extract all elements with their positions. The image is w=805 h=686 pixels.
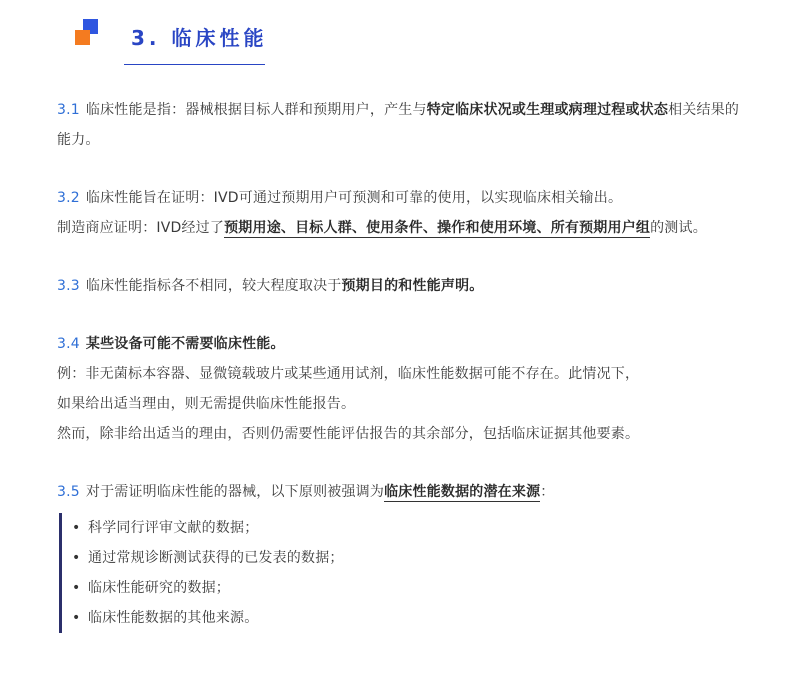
paragraph-text: 临床性能指标各不相同，较大程度取决于 (85, 278, 342, 294)
bullet-icon: • (72, 610, 81, 626)
paragraph-3-5 (57, 477, 747, 507)
section-logo-icon (74, 18, 100, 48)
title-underline (124, 64, 265, 65)
paragraph-bold-text: 预期目的和性能声明。 (341, 278, 484, 294)
list-item-text: 通过常规诊断测试获得的已发表的数据； (88, 550, 344, 566)
paragraph-number: 3.3 (57, 278, 80, 294)
paragraph-text: 临床性能是指：器械根据目标人群和预期用户，产生与 (85, 102, 427, 118)
list-item (72, 543, 747, 573)
paragraph-3-3 (57, 271, 747, 301)
paragraph-number: 3.2 (57, 190, 80, 206)
bullet-icon: • (72, 520, 81, 536)
paragraph-text: ： (540, 484, 555, 500)
paragraph-bold-text: 某些设备可能不需要临床性能。 (85, 336, 285, 352)
list-item-text: 科学同行评审文献的数据； (88, 520, 259, 536)
paragraph-underlined-bold-text: 预期用途、目标人群、使用条件、操作和使用环境、所有预期用户组 (224, 220, 651, 236)
bullet-icon: • (72, 550, 81, 566)
paragraph-3-4 (57, 329, 747, 449)
paragraph-3-2 (57, 183, 747, 243)
list-item (72, 573, 747, 603)
list-item-text: 临床性能研究的数据； (88, 580, 230, 596)
paragraph-text: 然而，除非给出适当的理由，否则仍需要性能评估报告的其余部分，包括临床证据其他要素。 (57, 426, 640, 442)
list-item (72, 513, 747, 543)
paragraph-text: 临床性能旨在证明：IVD可通过预期用户可预测和可靠的使用，以实现临床相关输出。 (85, 190, 623, 206)
list-item-text: 临床性能数据的其他来源。 (88, 610, 259, 626)
source-list (59, 513, 747, 633)
paragraph-text: 如果给出适当理由，则无需提供临床性能报告。 (57, 396, 356, 412)
paragraph-text: 例：非无菌标本容器、显微镜载玻片或某些通用试剂，临床性能数据可能不存在。此情况下， (57, 366, 640, 382)
paragraph-text: 对于需证明临床性能的器械，以下原则被强调为 (85, 484, 385, 500)
paragraph-underlined-bold-text: 临床性能数据的潜在来源 (384, 484, 541, 500)
paragraph-number: 3.4 (57, 336, 80, 352)
bullet-icon: • (72, 580, 81, 596)
paragraph-bold-text: 特定临床状况或生理或病理过程或状态 (426, 102, 669, 118)
logo-orange-square (75, 30, 90, 45)
section-title: 3. 临床性能 (131, 26, 268, 50)
paragraph-number: 3.5 (57, 484, 80, 500)
paragraph-text: 的测试。 (650, 220, 707, 236)
paragraph-text: 相关结果的能力。 (57, 102, 740, 148)
content-body (57, 95, 747, 633)
paragraph-text: 制造商应证明：IVD经过了 (57, 220, 225, 236)
list-item (72, 603, 747, 633)
paragraph-3-1 (57, 95, 747, 155)
paragraph-number: 3.1 (57, 102, 80, 118)
